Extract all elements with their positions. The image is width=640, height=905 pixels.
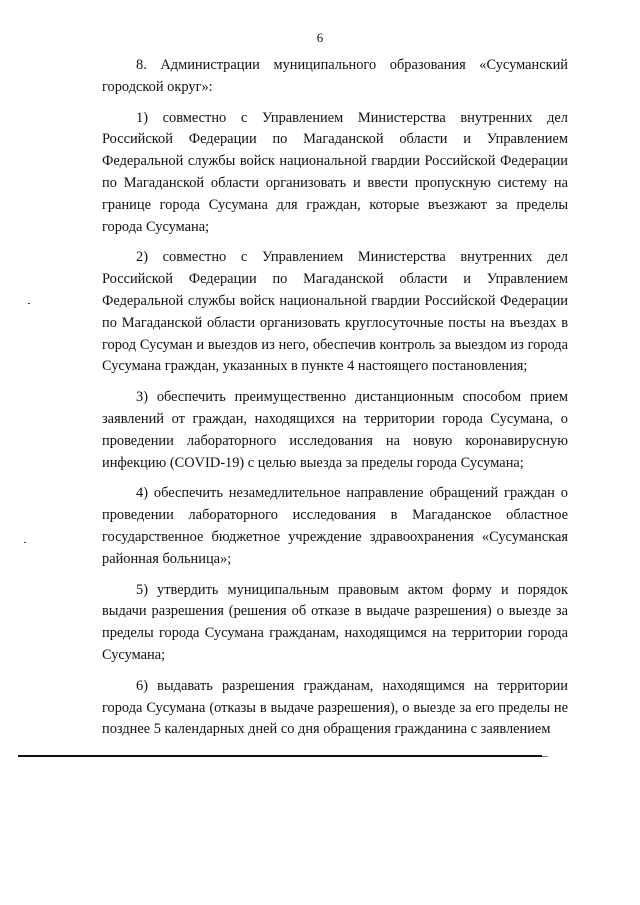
paragraph-subitem-3: 3) обеспечить преимущественно дистанционным способом прием заявлений от граждан, находящихся на территории города Сусумана, о проведении лабораторного исследования на новую коронавирусную инфекцию (COVID-19) с целью выезда за пределы города Сусумана; <box>102 389 568 471</box>
footer-divider <box>18 755 542 757</box>
paragraph-subitem-2: 2) совместно с Управлением Министерства внутренних дел Российской Федерации по Магаданской области и Управлением Федеральной службы войск национальной гвардии Российской Федерации по Магаданской области организовать круглосуточные посты на въездах в город Сусуман и выездов из него, обеспечив контроль за выездом из города Сусумана граждан, указанных в пункте 4 настоящего постановления; <box>102 249 568 375</box>
document-body <box>102 55 568 741</box>
paragraph-subitem-4: 4) обеспечить незамедлительное направление обращений граждан о проведении лабораторного исследования в Магаданское областное государственное бюджетное учреждение здравоохранения «Сусуманская районная больница»; <box>102 485 568 567</box>
paragraph-subitem-1: 1) совместно с Управлением Министерства внутренних дел Российской Федерации по Магаданской области и Управлением Федеральной службы войск национальной гвардии Российской Федерации по Магаданской области организовать и ввести пропускную систему на границе города Сусумана для граждан, которые въезжают за пределы города Сусумана; <box>102 109 568 235</box>
footer-divider-tail <box>542 756 548 757</box>
page-number: 6 <box>316 30 324 45</box>
paragraph-subitem-6: 6) выдавать разрешения гражданам, находящимся на территории города Сусумана (отказы в выдаче разрешения), о выезде за его пределы не позднее 5 календарных дней со дня обращения гражданина с заявлением <box>102 677 568 738</box>
scan-speck <box>24 542 26 543</box>
scan-speck <box>28 303 30 304</box>
paragraph-item-8: 8. Администрации муниципального образования «Сусуманский городской округ»: <box>102 57 568 95</box>
paragraph-subitem-5: 5) утвердить муниципальным правовым актом форму и порядок выдачи разрешения (решения об отказе в выдаче разрешения) о выезде за пределы города Сусумана гражданам, находящимся на территории города Сусумана; <box>102 581 568 663</box>
